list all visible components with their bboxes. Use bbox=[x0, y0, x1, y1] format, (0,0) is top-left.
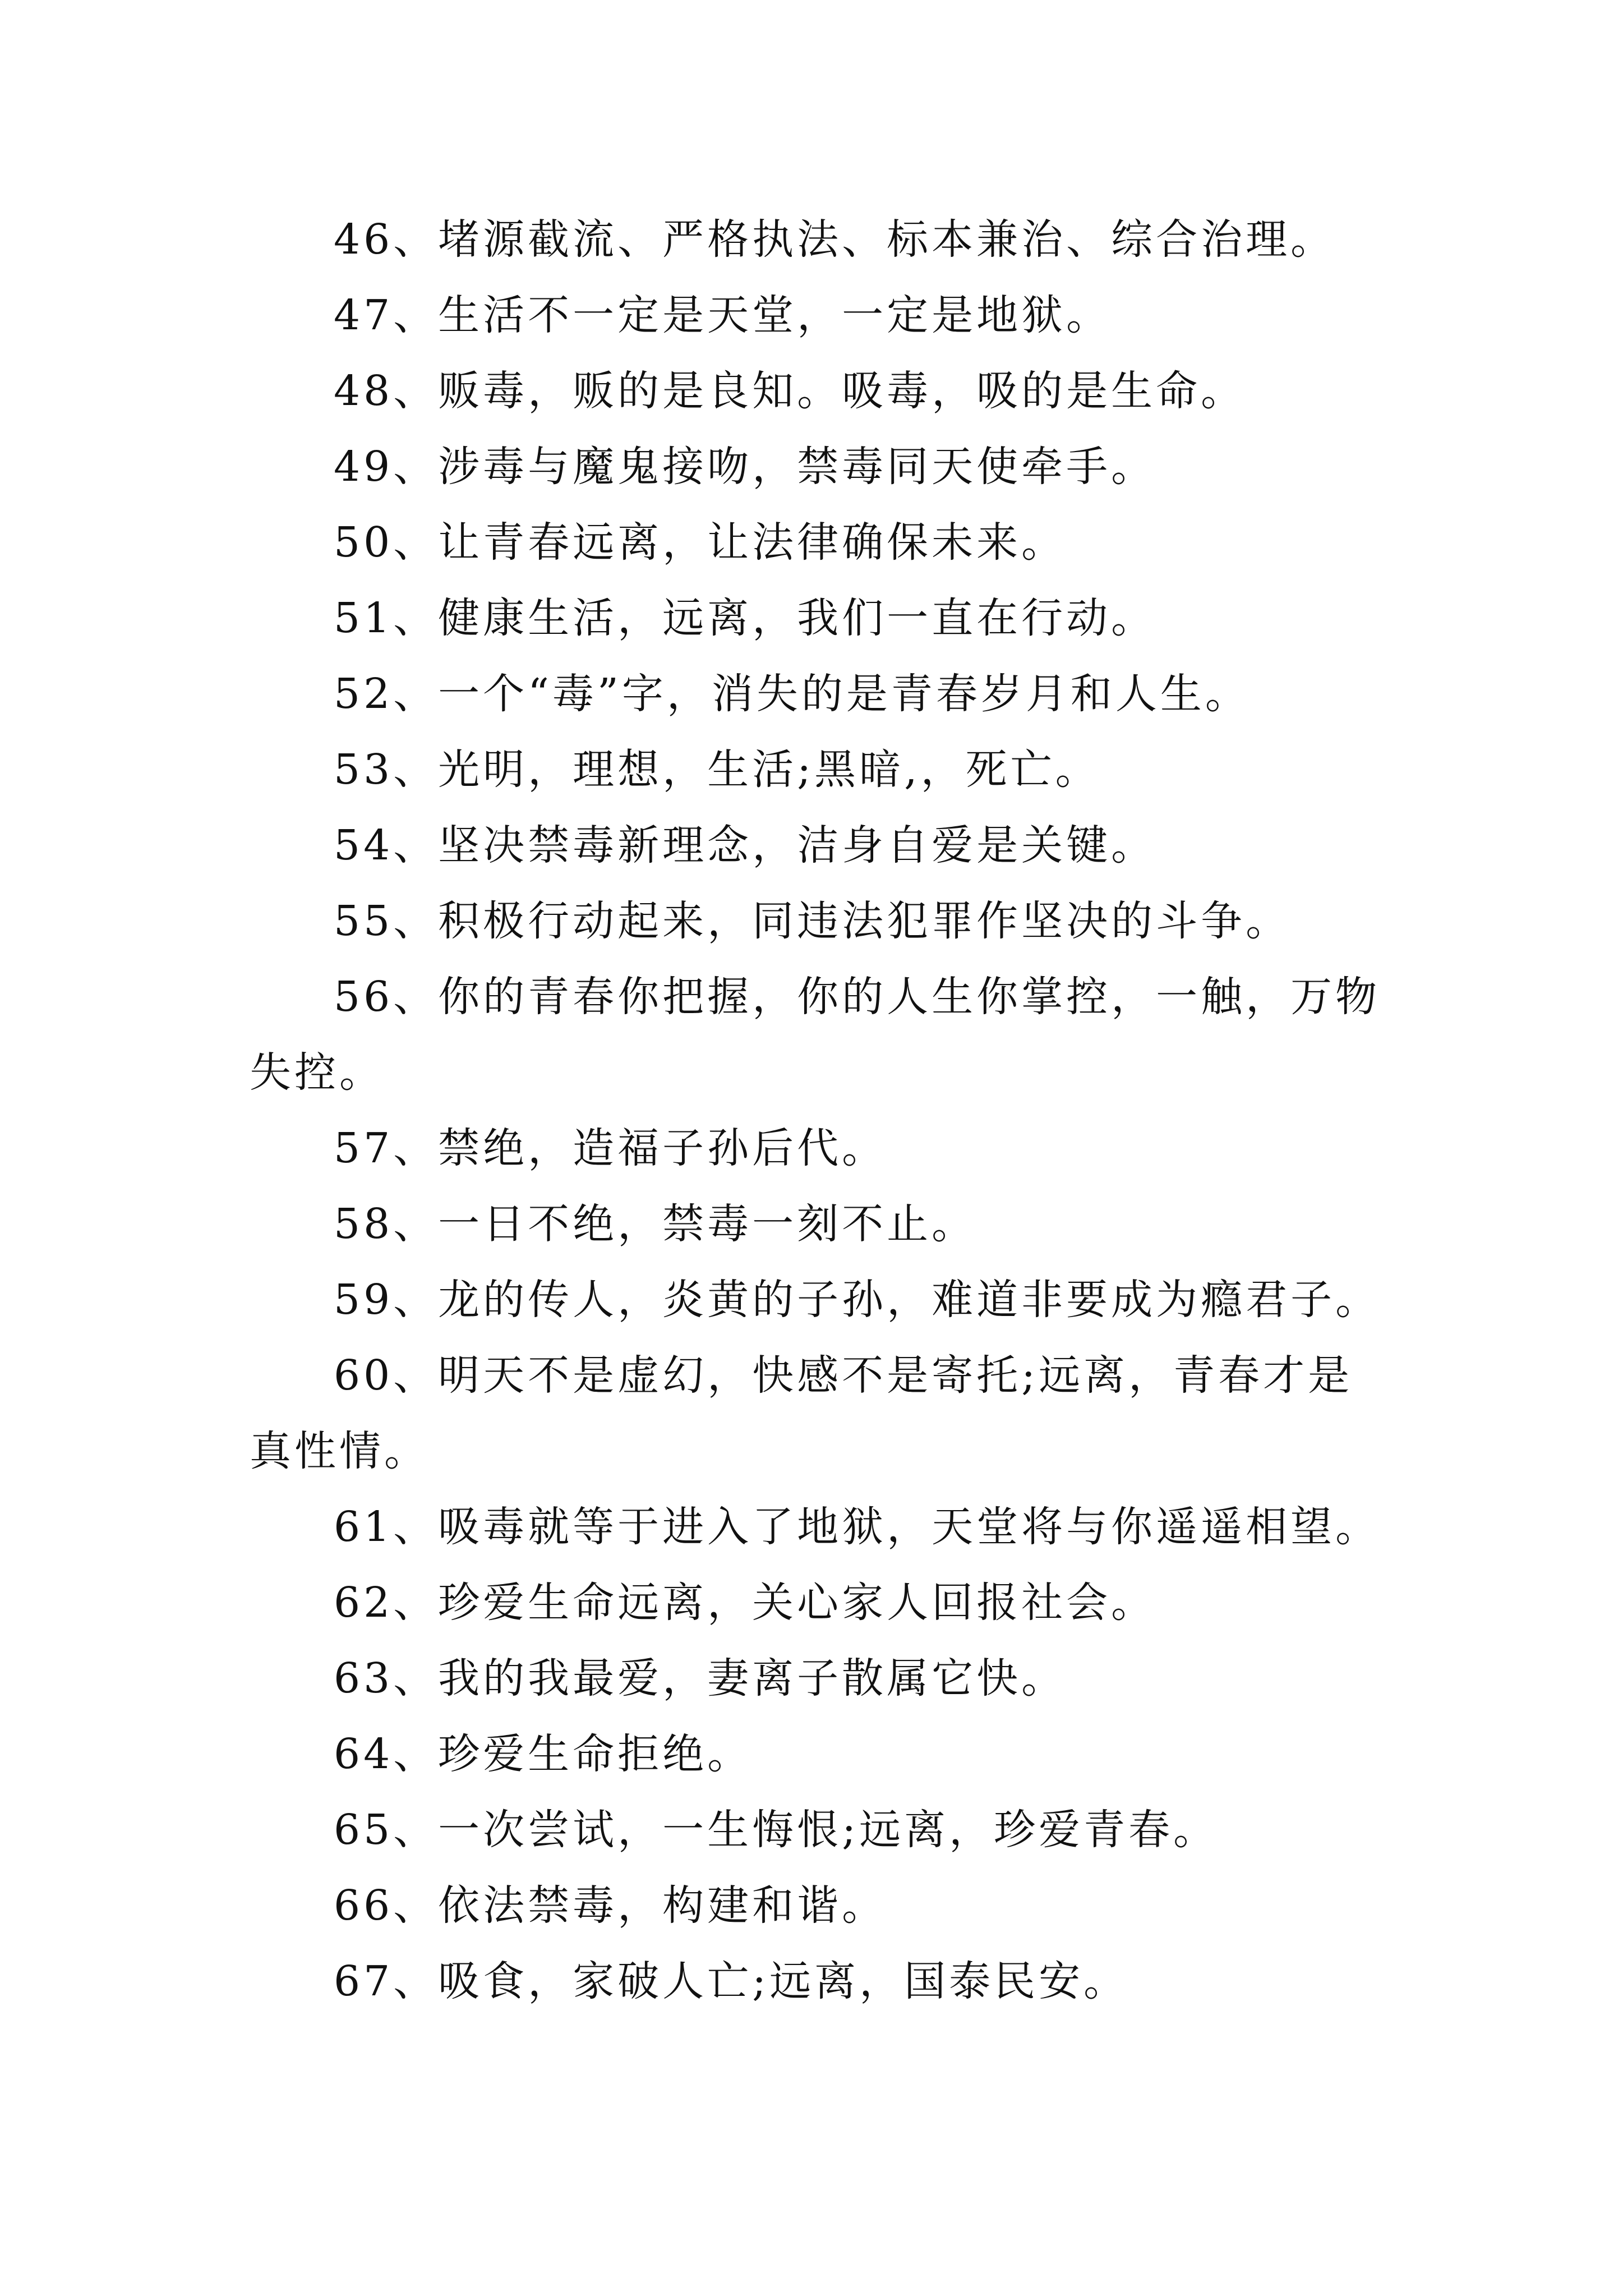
slogan-47: 47、生活不一定是天堂，一定是地狱。 bbox=[334, 291, 1112, 339]
slogan-62: 62、珍爱生命远离，关心家人回报社会。 bbox=[334, 1579, 1156, 1627]
slogan-52: 52、一个“毒”字，消失的是青春岁月和人生。 bbox=[334, 670, 1250, 718]
slogan-59: 59、龙的传人，炎黄的子孙，难道非要成为瘾君子。 bbox=[334, 1276, 1381, 1324]
slogan-54: 54、坚决禁毒新理念，洁身自爱是关键。 bbox=[334, 821, 1156, 869]
slogan-55: 55、积极行动起来，同违法犯罪作坚决的斗争。 bbox=[334, 897, 1291, 945]
slogan-53: 53、光明，理想，生活;黑暗,，死亡。 bbox=[334, 746, 1100, 794]
slogan-60: 60、明天不是虚幻，快感不是寄托;远离，青春才是真性情。 bbox=[250, 1351, 1353, 1475]
slogan-64: 64、珍爱生命拒绝。 bbox=[334, 1730, 753, 1778]
slogan-57: 57、禁绝，造福子孙后代。 bbox=[334, 1124, 887, 1172]
slogan-46: 46、堵源截流、严格执法、标本兼治、综合治理。 bbox=[334, 215, 1336, 264]
slogan-65: 65、一次尝试，一生悔恨;远离，珍爱青春。 bbox=[334, 1806, 1219, 1854]
slogan-58: 58、一日不绝，禁毒一刻不止。 bbox=[334, 1200, 977, 1248]
document-body bbox=[250, 202, 1388, 2019]
slogan-51: 51、健康生活，远离，我们一直在行动。 bbox=[334, 594, 1156, 642]
slogan-50: 50、让青春远离，让法律确保未来。 bbox=[334, 518, 1067, 567]
slogan-63: 63、我的我最爱，妻离子散属它快。 bbox=[334, 1654, 1067, 1703]
slogan-48: 48、贩毒，贩的是良知。吸毒，吸的是生命。 bbox=[334, 367, 1246, 415]
slogan-49: 49、涉毒与魔鬼接吻，禁毒同天使牵手。 bbox=[334, 443, 1156, 491]
slogan-61: 61、吸毒就等于进入了地狱，天堂将与你遥遥相望。 bbox=[334, 1503, 1381, 1551]
slogan-56: 56、你的青春你把握，你的人生你掌控，一触，万物失控。 bbox=[250, 973, 1381, 1097]
slogan-67: 67、吸食，家破人亡;远离，国泰民安。 bbox=[334, 1957, 1129, 2005]
slogan-66: 66、依法禁毒，构建和谐。 bbox=[334, 1881, 887, 1930]
